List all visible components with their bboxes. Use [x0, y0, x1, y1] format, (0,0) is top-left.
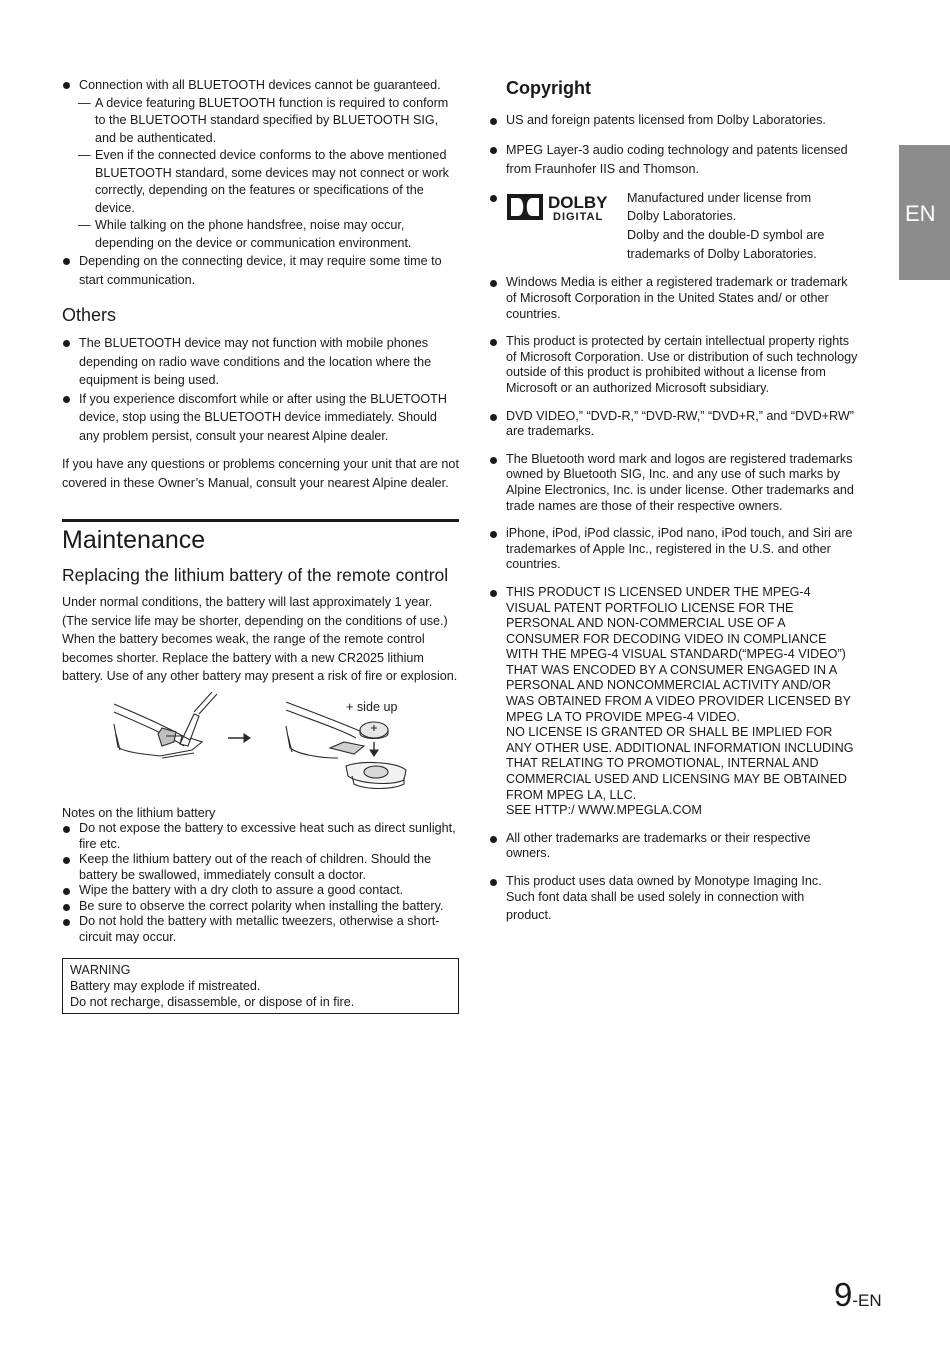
- dolby-logo: [506, 189, 618, 223]
- dolby-text: Manufactured under license from Dolby Laboratories. Dolby and the double-D symbol are trademarks of Dolby Laboratories.: [627, 190, 825, 261]
- right-column: [490, 76, 858, 934]
- note-item: Be sure to observe the correct polarity when installing the battery.: [62, 899, 460, 915]
- sub-item: — A device featuring BLUETOOTH function is required to conform to the BLUETOOTH standard specified by BLUETOOTH SIG, and be authenticated.: [78, 95, 449, 145]
- copyright-item: DVD VIDEO,” “DVD-R,” “DVD-RW,” “DVD+R,” and “DVD+RW” are trademarks.: [490, 409, 858, 440]
- note-item: Keep the lithium battery out of the reach of children. Should the battery be swallowed, immediately consult a doctor.: [62, 852, 460, 883]
- copyright-heading: Copyright: [506, 78, 591, 98]
- side-up-label: + side up: [346, 699, 398, 714]
- connecting-device-bullet: Depending on the connecting device, it may require some time to start communication.: [62, 252, 460, 289]
- battery-illustration: [62, 692, 459, 802]
- copyright-item: Windows Media is either a registered trademark or trademark of Microsoft Corporation in the United States and/ or other countries.: [490, 275, 858, 322]
- warning-line: Battery may explode if mistreated.: [70, 978, 261, 993]
- section-rule: [62, 519, 459, 522]
- note-item: Wipe the battery with a dry cloth to assure a good contact.: [62, 883, 460, 899]
- monotype-item: This product uses data owned by Monotype Imaging Inc. Such font data shall be used solely in connection with product.: [490, 874, 858, 924]
- page-number: [834, 1276, 882, 1314]
- copyright-item: This product is protected by certain intellectual property rights of Microsoft Corporation. Use or distribution of such technology outside of this product is prohibited without a license from Microsoft or an authorized Microsoft subsidiary.: [490, 334, 858, 396]
- mpeg-license-item: THIS PRODUCT IS LICENSED UNDER THE MPEG-4 VISUAL PATENT PORTFOLIO LICENSE FOR THE PERSONAL AND NON-COMMERCIAL USE OF A CONSUMER FOR DECODING VIDEO IN COMPLIANCE WITH THE MPEG-4 VISUAL STANDARD(“MPEG-4 VIDEO”) THAT WAS ENCODED BY A CONSUMER ENGAGED IN A PERSONAL AND NONCOMMERCIAL ACTIVITY AND/OR WAS OBTAINED FROM A VIDEO PROVIDER LICENSED BY MPEG LA TO PROVIDE MPEG-4 VIDEO. NO LICENSE IS GRANTED OR SHALL BE IMPLIED FOR ANY OTHER USE. ADDITIONAL INFORMATION INCLUDING THAT RELATING TO PROMOTIONAL, INTERNAL AND COMMERCIAL USED AND LICENSING MAY BE OBTAINED FROM MPEG LA, LLC. SEE HTTP:/ WWW.MPEGLA.COM: [490, 585, 858, 819]
- dolby-item: [490, 189, 858, 264]
- page-number-digit: 9: [834, 1276, 853, 1313]
- others-paragraph: If you have any questions or problems concerning your unit that are not covered in these Owner’s Manual, consult your nearest Alpine dealer.: [62, 457, 459, 490]
- sub-item: — Even if the connected device conforms to the above mentioned BLUETOOTH standard, some devices may not connect or work correctly, depending on the features or specifications of the device.: [78, 148, 449, 215]
- others-bullet: The BLUETOOTH device may not function with mobile phones depending on radio wave conditions and the location where the equipment is being used.: [62, 334, 460, 390]
- copyright-item: All other trademarks are trademarks or their respective owners.: [490, 831, 858, 862]
- sub-item: — While talking on the phone handsfree, noise may occur, depending on the device or communication environment.: [78, 218, 412, 250]
- bluetooth-guarantee-bullet: Connection with all BLUETOOTH devices cannot be guaranteed.: [62, 76, 460, 95]
- copyright-item: US and foreign patents licensed from Dolby Laboratories.: [490, 113, 858, 129]
- language-tab: [899, 145, 950, 280]
- note-item: Do not expose the battery to excessive heat such as direct sunlight, fire etc.: [62, 821, 460, 852]
- others-heading: Others: [62, 305, 117, 325]
- notes-title: Notes on the lithium battery: [62, 805, 216, 820]
- battery-notes-list: [62, 821, 460, 945]
- copyright-item: iPhone, iPod, iPod classic, iPod nano, iPod touch, and Siri are trademarkes of Apple Inc., registered in the U.S. and other countries.: [490, 526, 858, 573]
- copyright-item: MPEG Layer-3 audio coding technology and patents licensed from Fraunhofer IIS and Thomson.: [490, 141, 858, 179]
- language-tab-label: EN: [905, 201, 936, 226]
- dolby-row: [506, 189, 858, 264]
- copyright-item: The Bluetooth word mark and logos are registered trademarks owned by Bluetooth SIG, Inc. and any use of such marks by Alpine Electronics, Inc. is under license. Other trademarks and trade names are those of their respective owners.: [490, 452, 858, 514]
- maintenance-heading: Maintenance: [62, 526, 206, 554]
- digital-word: DIGITAL: [553, 210, 604, 223]
- others-bullet: If you experience discomfort while or after using the BLUETOOTH device, stop using the BLUETOOTH device immediately. Should any problem persist, consult your nearest Alpine dealer.: [62, 390, 460, 446]
- dolby-word: DOLBY: [548, 192, 608, 212]
- bluetooth-sub-list: [62, 95, 460, 253]
- warning-title: WARNING: [70, 963, 131, 977]
- battery-subheading: Replacing the lithium battery of the remote control: [62, 565, 449, 585]
- page-number-suffix: -EN: [852, 1291, 882, 1310]
- left-column: [62, 76, 460, 1014]
- battery-paragraph: Under normal conditions, the battery will last approximately 1 year. (The service life may be shorter, depending on the conditions of use.) When the battery becomes weak, the range of the remote control becomes shorter. Replace the battery with a new CR2025 lithium battery. Use of any other battery may present a risk of fire or explosion.: [62, 595, 458, 683]
- warning-box: [62, 958, 459, 1014]
- warning-line: Do not recharge, disassemble, or dispose of in fire.: [70, 994, 355, 1009]
- note-item: Do not hold the battery with metallic tweezers, otherwise a short-circuit may occur.: [62, 914, 460, 945]
- battery-replacement-figure: [62, 692, 459, 802]
